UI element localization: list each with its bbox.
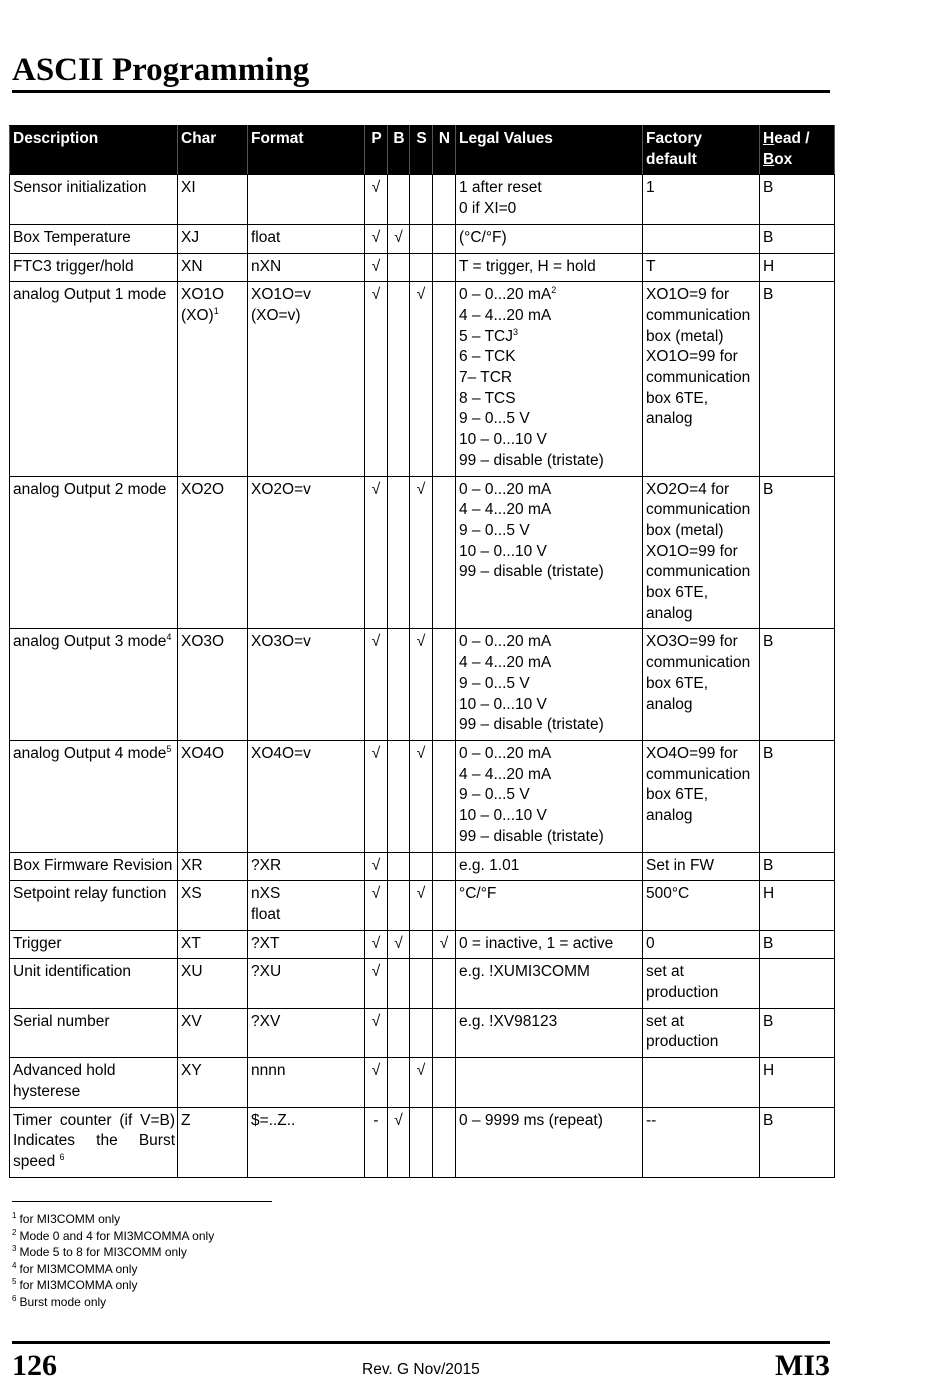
cell-format: XO4O=v: [248, 740, 365, 852]
table-row: [10, 959, 835, 1008]
cell-s: [410, 224, 433, 253]
cell-n: [433, 740, 456, 852]
cell-description: [10, 1107, 178, 1177]
footnote-ref: 1: [213, 305, 219, 316]
cell-n: [433, 1107, 456, 1177]
cell-p: √: [365, 253, 388, 282]
cell-factory-default: XO4O=99 for communication box 6TE, analog: [643, 740, 760, 852]
cell-n: √: [433, 930, 456, 959]
footnote-ref: 6: [59, 1151, 65, 1162]
cell-b: [388, 1058, 410, 1107]
cell-head-box: H: [760, 253, 835, 282]
footnote-number: 4: [12, 1260, 17, 1270]
cell-description: analog Output 2 mode: [10, 476, 178, 629]
cell-format: XO1O=v (XO=v): [248, 282, 365, 476]
cell-b: [388, 881, 410, 930]
cell-char: XO4O: [178, 740, 248, 852]
footer-divider: [12, 1341, 830, 1344]
cell-factory-default: [643, 1058, 760, 1107]
cell-legal-values: [456, 1058, 643, 1107]
cell-format: nXS float: [248, 881, 365, 930]
cell-s: [410, 930, 433, 959]
cell-head-box: B: [760, 1107, 835, 1177]
footnote-text: Mode 5 to 8 for MI3COMM only: [19, 1245, 187, 1260]
cell-description: Serial number: [10, 1008, 178, 1057]
cell-format: ?XV: [248, 1008, 365, 1057]
cell-factory-default: 0: [643, 930, 760, 959]
cell-s: √: [410, 629, 433, 741]
cell-description: [10, 629, 178, 741]
cell-legal-values: °C/°F: [456, 881, 643, 930]
cell-format: float: [248, 224, 365, 253]
cell-legal-values: (°C/°F): [456, 224, 643, 253]
cell-n: [433, 175, 456, 224]
footnote: [12, 1261, 214, 1278]
footnote-number: 5: [12, 1277, 17, 1287]
cell-b: √: [388, 224, 410, 253]
cell-p: √: [365, 881, 388, 930]
header-box-rest: ox: [774, 150, 793, 168]
header-factory-default: Factory default: [643, 126, 760, 175]
revision-label: Rev. G Nov/2015: [362, 1361, 480, 1378]
cell-b: [388, 959, 410, 1008]
cell-char-text: XO1O (XO): [181, 286, 225, 324]
cell-char: XV: [178, 1008, 248, 1057]
cell-legal-values: 0 – 0...20 mA 4 – 4...20 mA 9 – 0...5 V 10 – 0...10 V 99 – disable (tristate): [456, 476, 643, 629]
cell-head-box: B: [760, 852, 835, 881]
cell-s: √: [410, 1058, 433, 1107]
cell-char: XY: [178, 1058, 248, 1107]
cell-legal-values: 0 – 0...20 mA 4 – 4...20 mA 9 – 0...5 V 10 – 0...10 V 99 – disable (tristate): [456, 629, 643, 741]
table-row: [10, 1008, 835, 1057]
footnote-ref: 4: [166, 632, 172, 643]
cell-n: [433, 959, 456, 1008]
cell-description: Unit identification: [10, 959, 178, 1008]
footnote-divider: [12, 1201, 272, 1202]
cell-s: [410, 175, 433, 224]
header-head-rest: ead /: [774, 130, 810, 147]
page-number: 126: [12, 1349, 57, 1382]
table-row: [10, 282, 835, 476]
cell-char: XJ: [178, 224, 248, 253]
cell-p: √: [365, 224, 388, 253]
footnote: [12, 1277, 214, 1294]
cell-factory-default: XO3O=99 for communication box 6TE, analog: [643, 629, 760, 741]
legal-line: 0 – 0...20 mA: [459, 286, 552, 304]
footnote-number: 2: [12, 1227, 17, 1237]
cell-char: XR: [178, 852, 248, 881]
cell-n: [433, 1008, 456, 1057]
footnote-number: 3: [12, 1244, 17, 1254]
cell-head-box: B: [760, 224, 835, 253]
cell-description: Box Firmware Revision: [10, 852, 178, 881]
cell-legal-values: 0 = inactive, 1 = active: [456, 930, 643, 959]
cell-b: [388, 852, 410, 881]
cell-legal-values: e.g. 1.01: [456, 852, 643, 881]
cell-char: XS: [178, 881, 248, 930]
cell-factory-default: 500°C: [643, 881, 760, 930]
footnote-ref: 5: [166, 743, 172, 754]
cell-description-text: analog Output 3 mode: [13, 633, 167, 651]
cell-factory-default: 1: [643, 175, 760, 224]
cell-head-box: B: [760, 930, 835, 959]
ascii-command-table: [9, 125, 835, 1178]
header-head-box: [760, 126, 835, 175]
cell-legal-values: 1 after reset 0 if XI=0: [456, 175, 643, 224]
header-legal-values: Legal Values: [456, 126, 643, 175]
header-s: S: [410, 126, 433, 175]
cell-b: [388, 175, 410, 224]
cell-n: [433, 881, 456, 930]
cell-legal-values: e.g. !XUMI3COMM: [456, 959, 643, 1008]
cell-format: XO3O=v: [248, 629, 365, 741]
table-row: [10, 1107, 835, 1177]
cell-s: [410, 1107, 433, 1177]
header-box-b: B: [763, 150, 775, 168]
header-char: Char: [178, 126, 248, 175]
cell-p: √: [365, 629, 388, 741]
header-n: N: [433, 126, 456, 175]
header-head-h: H: [763, 130, 775, 147]
cell-factory-default: XO2O=4 for communication box (metal) XO1O=99 for communication box 6TE, analog: [643, 476, 760, 629]
cell-b: [388, 282, 410, 476]
cell-char: Z: [178, 1107, 248, 1177]
header-description: Description: [10, 126, 178, 175]
footnote: [12, 1228, 214, 1245]
cell-b: [388, 253, 410, 282]
table-row: [10, 740, 835, 852]
cell-char: XI: [178, 175, 248, 224]
table-row: [10, 175, 835, 224]
footnote-ref: 3: [513, 326, 519, 337]
cell-description-text: analog Output 4 mode: [13, 744, 167, 762]
cell-n: [433, 629, 456, 741]
cell-s: [410, 1008, 433, 1057]
cell-head-box: B: [760, 740, 835, 852]
cell-factory-default: set at production: [643, 1008, 760, 1057]
cell-head-box: B: [760, 476, 835, 629]
cell-n: [433, 253, 456, 282]
cell-char: XO3O: [178, 629, 248, 741]
cell-p: √: [365, 1008, 388, 1057]
cell-legal-values: 0 – 9999 ms (repeat): [456, 1107, 643, 1177]
cell-head-box: H: [760, 881, 835, 930]
cell-p: √: [365, 740, 388, 852]
cell-b: [388, 629, 410, 741]
cell-char: [178, 282, 248, 476]
cell-b: [388, 476, 410, 629]
footnote-text: for MI3MCOMMA only: [19, 1278, 138, 1293]
cell-factory-default: set at production: [643, 959, 760, 1008]
cell-char: XO2O: [178, 476, 248, 629]
cell-head-box: H: [760, 1058, 835, 1107]
footnotes: [12, 1211, 214, 1311]
cell-factory-default: [643, 224, 760, 253]
cell-factory-default: XO1O=9 for communication box (metal) XO1O=99 for communication box 6TE, analog: [643, 282, 760, 476]
table-row: [10, 224, 835, 253]
footnote-ref: 2: [551, 285, 557, 296]
cell-s: [410, 852, 433, 881]
footnote-text: for MI3MCOMMA only: [19, 1261, 138, 1276]
cell-description: Advanced hold hysterese: [10, 1058, 178, 1107]
cell-factory-default: T: [643, 253, 760, 282]
cell-description: Sensor initialization: [10, 175, 178, 224]
cell-char: XT: [178, 930, 248, 959]
cell-description-text: Timer counter (if V=B) Indicates the Burst speed: [13, 1111, 175, 1170]
legal-lines: 6 – TCK 7– TCR 8 – TCS 9 – 0...5 V 10 – 0...10 V 99 – disable (tristate): [459, 348, 604, 469]
legal-line: 5 – TCJ: [459, 327, 513, 345]
cell-format: ?XR: [248, 852, 365, 881]
cell-n: [433, 224, 456, 253]
legal-line: 4 – 4...20 mA: [459, 306, 552, 324]
footnote: [12, 1244, 214, 1261]
cell-s: √: [410, 282, 433, 476]
header-b: B: [388, 126, 410, 175]
cell-format: $=..Z..: [248, 1107, 365, 1177]
footnote-number: 1: [12, 1211, 17, 1220]
header-format: Format: [248, 126, 365, 175]
cell-n: [433, 852, 456, 881]
table-row: [10, 852, 835, 881]
cell-n: [433, 476, 456, 629]
cell-factory-default: --: [643, 1107, 760, 1177]
table-header-row: [10, 126, 835, 175]
footnote: [12, 1294, 214, 1311]
cell-format: ?XT: [248, 930, 365, 959]
cell-char: XN: [178, 253, 248, 282]
cell-p: √: [365, 1058, 388, 1107]
table-row: [10, 253, 835, 282]
footnote-number: 6: [12, 1293, 17, 1303]
cell-head-box: B: [760, 282, 835, 476]
cell-description: Trigger: [10, 930, 178, 959]
footnote-text: Mode 0 and 4 for MI3MCOMMA only: [19, 1228, 215, 1243]
cell-n: [433, 282, 456, 476]
cell-head-box: [760, 959, 835, 1008]
cell-head-box: B: [760, 175, 835, 224]
cell-legal-values: [456, 282, 643, 476]
cell-legal-values: e.g. !XV98123: [456, 1008, 643, 1057]
cell-s: √: [410, 476, 433, 629]
cell-legal-values: 0 – 0...20 mA 4 – 4...20 mA 9 – 0...5 V 10 – 0...10 V 99 – disable (tristate): [456, 740, 643, 852]
table-row: [10, 1058, 835, 1107]
page-title: ASCII Programming: [12, 50, 830, 93]
footnote-text: Burst mode only: [19, 1294, 107, 1309]
cell-p: -: [365, 1107, 388, 1177]
header-p: P: [365, 126, 388, 175]
cell-legal-values: T = trigger, H = hold: [456, 253, 643, 282]
cell-head-box: B: [760, 1008, 835, 1057]
table-row: [10, 476, 835, 629]
cell-format: nnnn: [248, 1058, 365, 1107]
cell-b: √: [388, 930, 410, 959]
cell-description: Box Temperature: [10, 224, 178, 253]
footnote-text: for MI3COMM only: [19, 1212, 121, 1226]
cell-b: √: [388, 1107, 410, 1177]
cell-n: [433, 1058, 456, 1107]
cell-format: XO2O=v: [248, 476, 365, 629]
cell-p: √: [365, 476, 388, 629]
cell-factory-default: Set in FW: [643, 852, 760, 881]
cell-b: [388, 1008, 410, 1057]
table-row: [10, 930, 835, 959]
cell-s: [410, 253, 433, 282]
cell-p: √: [365, 852, 388, 881]
table-row: [10, 881, 835, 930]
cell-p: √: [365, 959, 388, 1008]
table-row: [10, 629, 835, 741]
cell-format: [248, 175, 365, 224]
cell-format: nXN: [248, 253, 365, 282]
cell-description: [10, 740, 178, 852]
cell-head-box: B: [760, 629, 835, 741]
footnote: [12, 1211, 214, 1228]
cell-p: √: [365, 930, 388, 959]
cell-p: √: [365, 282, 388, 476]
product-name: MI3: [775, 1349, 830, 1382]
cell-s: √: [410, 881, 433, 930]
cell-char: XU: [178, 959, 248, 1008]
cell-description: Setpoint relay function: [10, 881, 178, 930]
cell-p: √: [365, 175, 388, 224]
cell-format: ?XU: [248, 959, 365, 1008]
cell-description: analog Output 1 mode: [10, 282, 178, 476]
cell-b: [388, 740, 410, 852]
cell-description: FTC3 trigger/hold: [10, 253, 178, 282]
cell-s: [410, 959, 433, 1008]
cell-s: √: [410, 740, 433, 852]
